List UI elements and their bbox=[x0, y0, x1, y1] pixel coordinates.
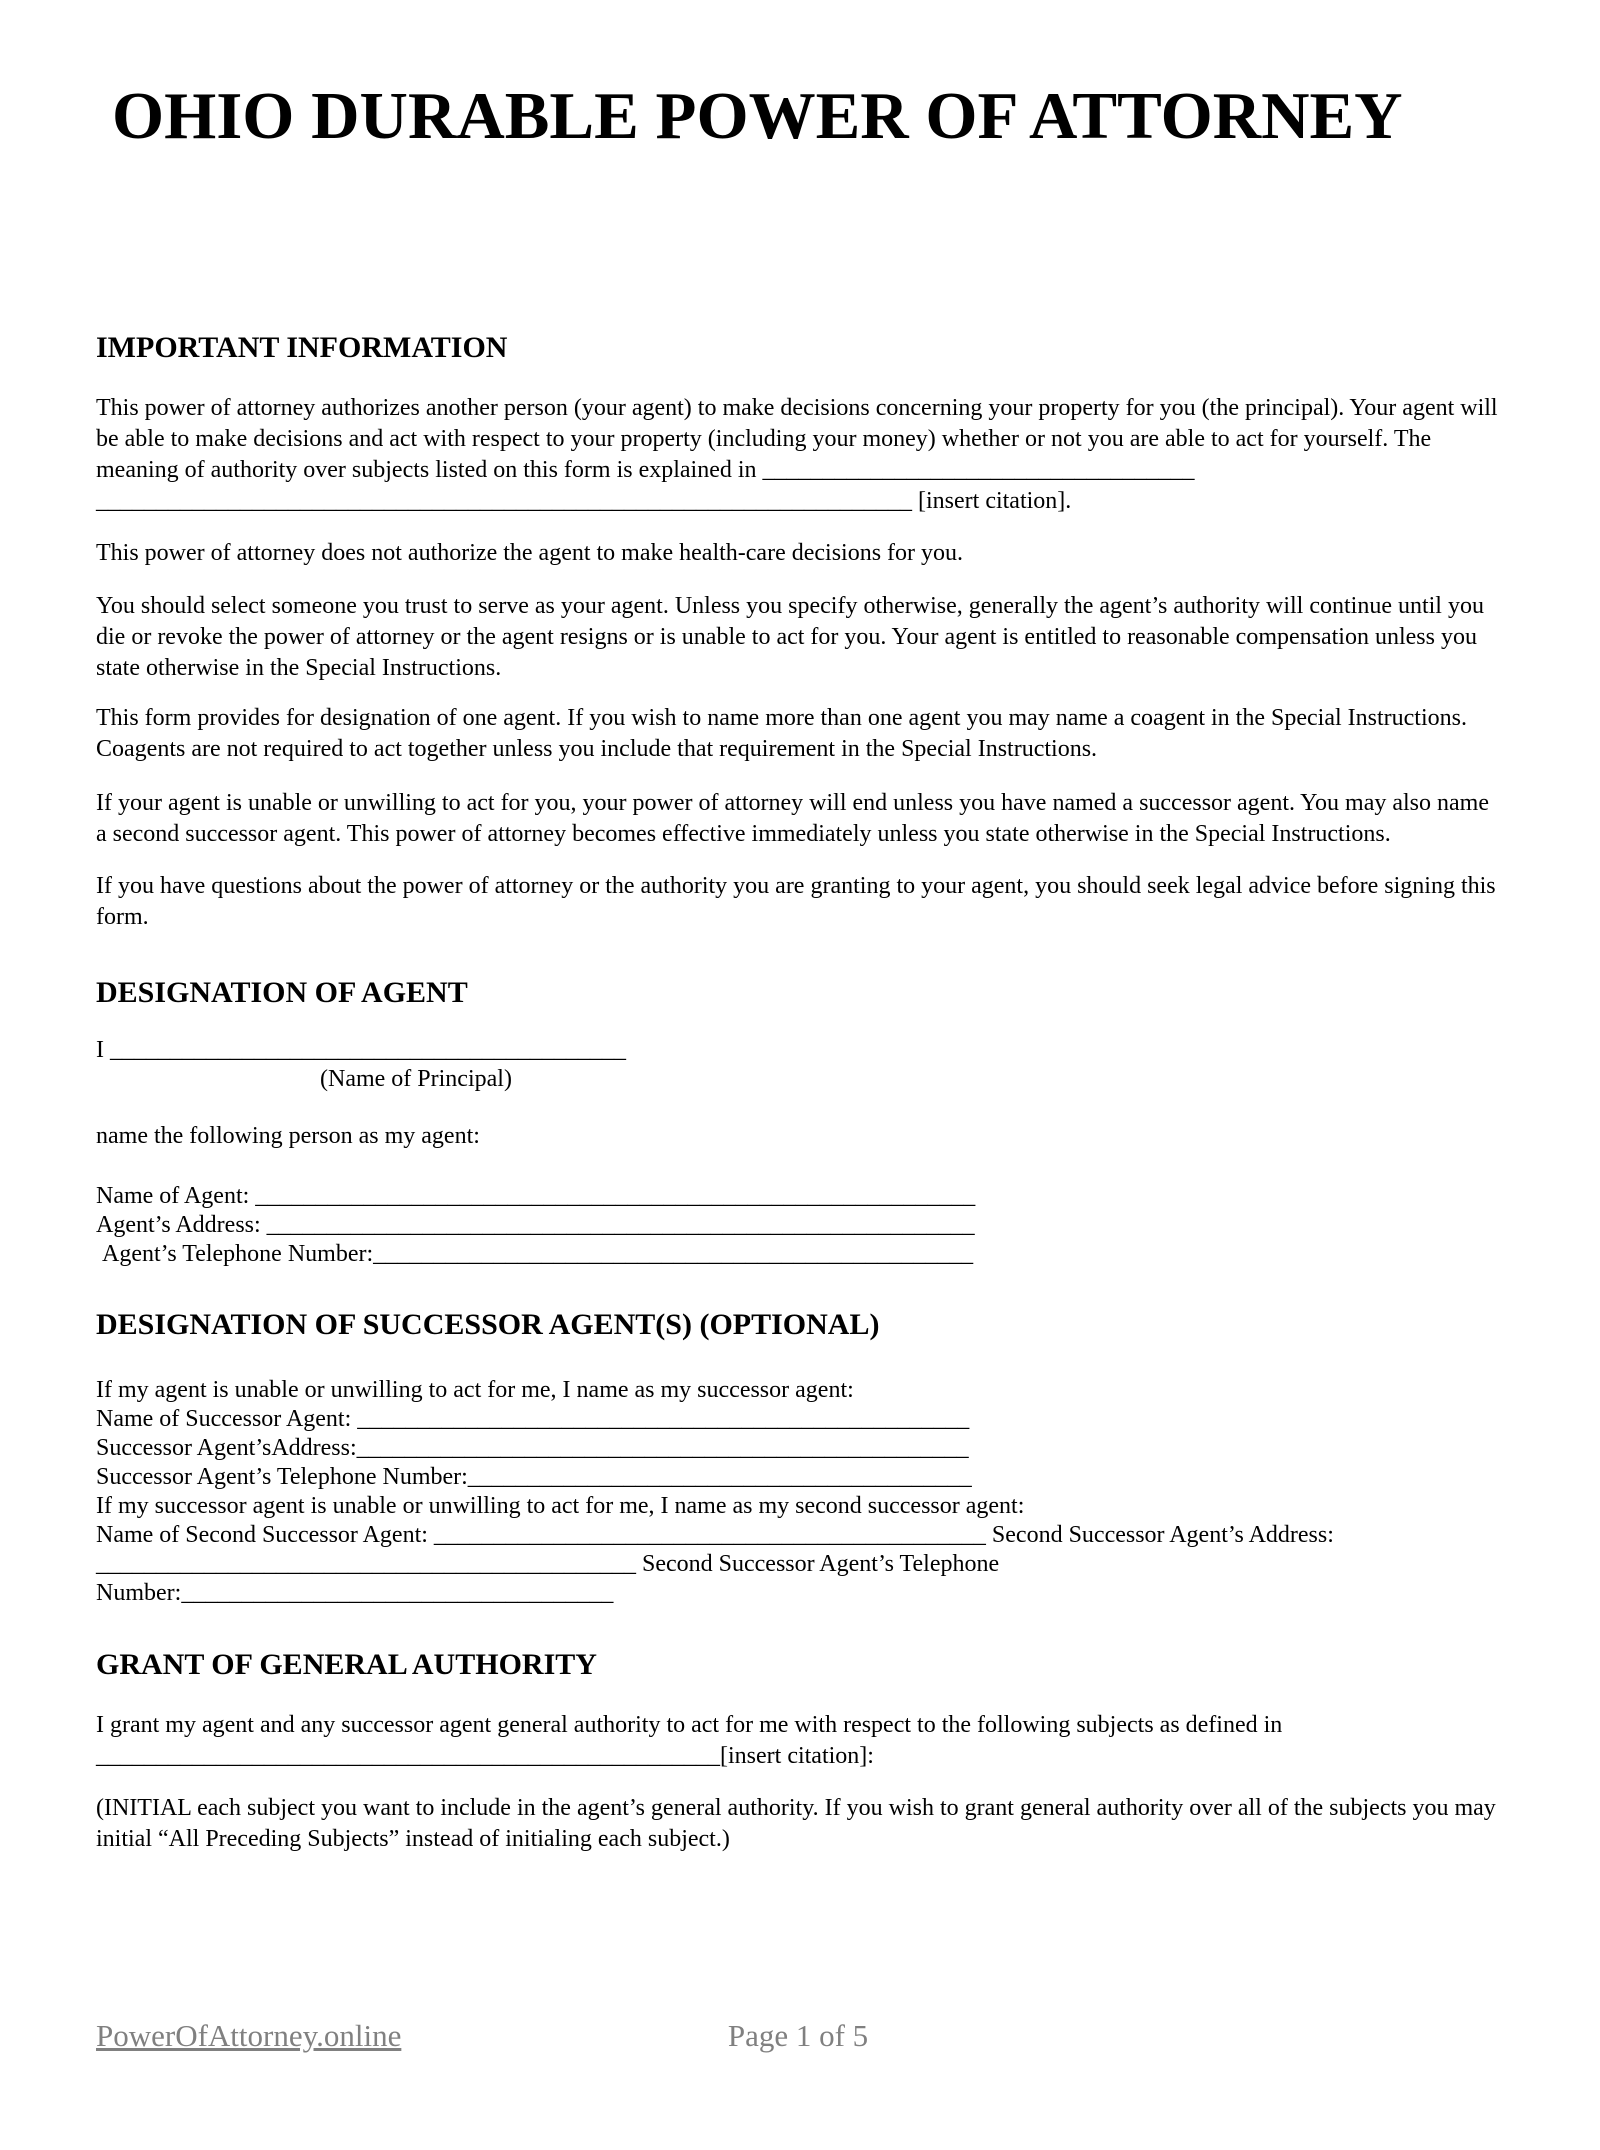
designation-of-agent-heading: DESIGNATION OF AGENT bbox=[96, 975, 468, 1009]
page-footer bbox=[96, 2018, 1500, 2054]
principal-name-blank: I ___________________________________________ bbox=[96, 1036, 626, 1063]
paragraph-healthcare-exclusion: This power of attorney does not authorize the agent to make health-care decisions for you. bbox=[96, 539, 964, 566]
grant-of-authority-heading: GRANT OF GENERAL AUTHORITY bbox=[96, 1647, 597, 1681]
second-successor-phone-field: Number:____________________________________ bbox=[96, 1579, 614, 1606]
paragraph-authorization: This power of attorney authorizes another person (your agent) to make decisions concerning your property for you (the principal). Your agent will be able to make decisions and act with respect to your property (including your money) whether or not you are able to act for yourself. The meaning of authority over subjects listed on this form is explained in ____________________________________ ____________________________________________________________________ [insert citation]. bbox=[96, 394, 1504, 514]
initial-instructions-note: (INITIAL each subject you want to include in the agent’s general authority. If you wish to grant general authority over all of the subjects you may initial “All Preceding Subjects” instead of initialing each subject.) bbox=[96, 1794, 1502, 1852]
successor-address-field: Successor Agent’sAddress:___________________________________________________ bbox=[96, 1434, 969, 1461]
successor-phone-field: Successor Agent’s Telephone Number:__________________________________________ bbox=[96, 1463, 972, 1490]
paragraph-legal-advice: If you have questions about the power of attorney or the authority you are granting to your agent, you should seek legal advice before signing this form. bbox=[96, 872, 1502, 930]
page-title: OHIO DURABLE POWER OF ATTORNEY bbox=[112, 79, 1403, 153]
section-important-information bbox=[96, 330, 1504, 933]
footer-website-link[interactable]: PowerOfAttorney.online bbox=[96, 2018, 402, 2053]
successor-name-field: Name of Successor Agent: ___________________________________________________ bbox=[96, 1405, 970, 1432]
agent-fields bbox=[96, 1182, 1500, 1269]
paragraph-coagents: This form provides for designation of one agent. If you wish to name more than one agent you may name a coagent in the Special Instructions. Coagents are not required to act together unless you include that requirement in the Special Instructions. bbox=[96, 704, 1473, 762]
section-designation-of-agent bbox=[96, 975, 1500, 1269]
agent-name-field: Name of Agent: ____________________________________________________________ bbox=[96, 1182, 976, 1209]
section-grant-of-general-authority bbox=[96, 1647, 1500, 1855]
paragraph-successor-info: If your agent is unable or unwilling to act for you, your power of attorney will end unless you have named a successor agent. You may also name a second successor agent. This power of attorney becomes effective immediately unless you state otherwise in the Special Instructions. bbox=[96, 789, 1495, 847]
page-number: Page 1 of 5 bbox=[727, 2018, 869, 2053]
section-designation-of-successor bbox=[96, 1307, 1500, 1608]
second-successor-intro-text: If my successor agent is unable or unwilling to act for me, I name as my second successor agent: bbox=[96, 1492, 1025, 1519]
agent-address-field: Agent’s Address: ___________________________________________________________ bbox=[96, 1211, 975, 1238]
agent-phone-field: Agent’s Telephone Number:__________________________________________________ bbox=[96, 1240, 974, 1267]
successor-fields bbox=[96, 1376, 1500, 1608]
designation-of-successor-heading: DESIGNATION OF SUCCESSOR AGENT(S) (OPTIONAL) bbox=[96, 1307, 880, 1341]
grant-paragraph: I grant my agent and any successor agent general authority to act for me with respect to the following subjects as defined in ____________________________________________________[insert citation]: bbox=[96, 1711, 1289, 1769]
paragraph-agent-selection: You should select someone you trust to serve as your agent. Unless you specify otherwise, generally the agent’s authority will continue until you die or revoke the power of attorney or the agent resigns or is unable to act for you. Your agent is entitled to reasonable compensation unless you state otherwise in the Special Instructions. bbox=[96, 592, 1490, 681]
successor-intro-text: If my agent is unable or unwilling to act for me, I name as my successor agent: bbox=[96, 1376, 854, 1403]
second-successor-address-blank: _____________________________________________ Second Successor Agent’s Telephone bbox=[96, 1550, 1000, 1577]
important-information-heading: IMPORTANT INFORMATION bbox=[96, 330, 508, 364]
second-successor-name-field: Name of Second Successor Agent: ______________________________________________ Second Successor Agent’s Address: bbox=[96, 1521, 1334, 1548]
principal-name-caption: (Name of Principal) bbox=[320, 1065, 512, 1092]
document-page bbox=[0, 80, 1600, 2150]
agent-intro-text: name the following person as my agent: bbox=[96, 1122, 480, 1149]
